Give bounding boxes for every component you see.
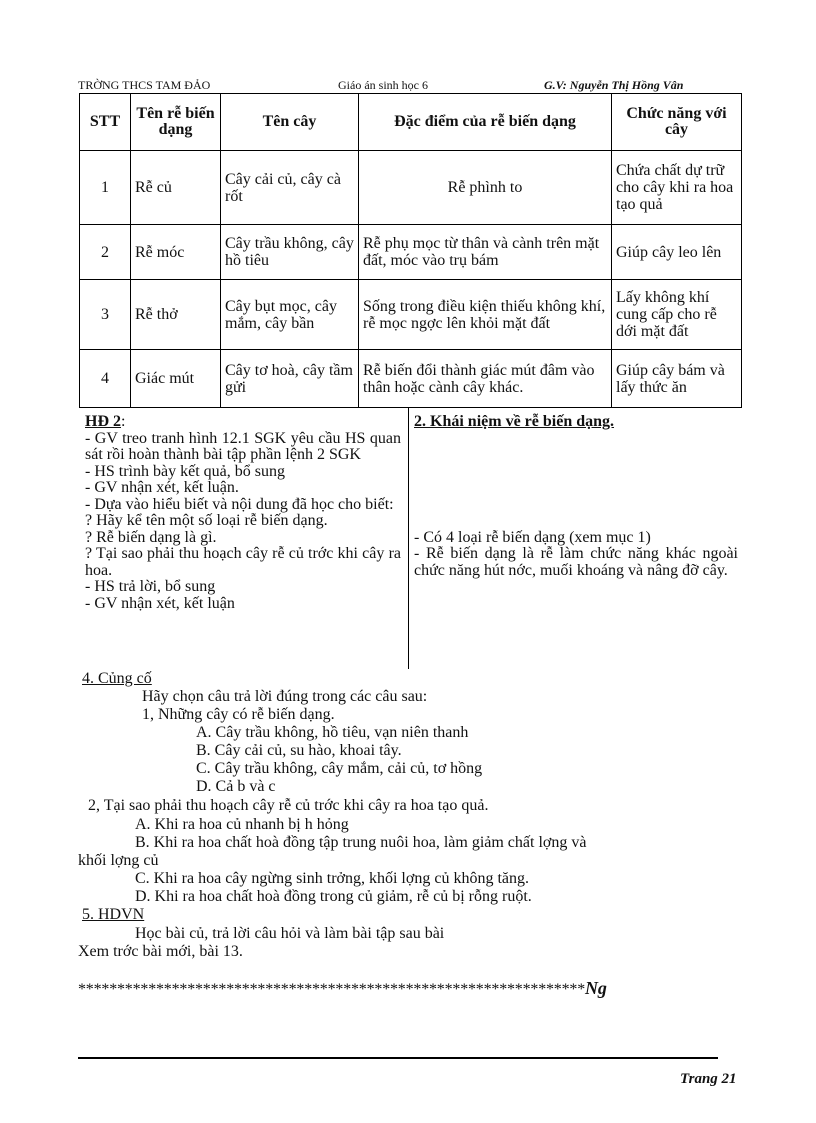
q2-option-c: C. Khi ra hoa cây ngừng sinh trởng, khối lợng củ không tăng. — [135, 870, 529, 887]
header-stt: STT — [80, 94, 131, 151]
question-1: 1, Những cây có rễ biến dạng. — [142, 706, 335, 723]
cell-stt: 2 — [80, 225, 131, 280]
table-row — [80, 350, 742, 408]
cell-root-type: Rễ móc — [131, 225, 221, 280]
activity-right-column — [414, 414, 738, 579]
column-divider — [408, 407, 409, 669]
activity-line: ? Hãy kể tên một số loại rễ biến dạng. — [85, 512, 328, 529]
footer-rule — [78, 1057, 718, 1059]
cell-feature: Rễ biến đổi thành giác mút đâm vào thân hoặc cành cây khác. — [359, 350, 612, 408]
subject-title: Giáo án sinh học 6 — [338, 78, 428, 92]
header-function: Chức năng với cây — [612, 94, 742, 151]
cell-function: Lấy không khí cung cấp cho rễ dới mặt đất — [612, 280, 742, 350]
page-header — [78, 78, 738, 92]
header-plant-name: Tên cây — [221, 94, 359, 151]
question-2: 2, Tại sao phải thu hoạch cây rễ củ trớc khi cây ra hoa tạo quả. — [88, 797, 489, 814]
cell-root-type: Rễ thở — [131, 280, 221, 350]
homework-title: 5. HDVN — [82, 906, 145, 923]
teacher-name: G.V: Nguyễn Thị Hồng Vân — [544, 78, 684, 92]
cell-stt: 3 — [80, 280, 131, 350]
activity-line: ? Tại sao phải thu hoạch cây rễ củ trớc khi cây ra hoa. — [85, 545, 401, 579]
cell-plant: Cây tơ hoà, cây tầm gửi — [221, 350, 359, 408]
concept-line: - Rễ biến dạng là rễ làm chức năng khác ngoài chức năng hút nớc, muối khoáng và nâng đỡ cây. — [414, 545, 738, 579]
activity-line: - GV nhận xét, kết luận — [85, 594, 235, 612]
star-separator: *****************************************************************Ng — [78, 978, 607, 998]
cell-function: Chứa chất dự trữ cho cây khi ra hoa tạo quả — [612, 151, 742, 225]
q2-option-a: A. Khi ra hoa củ nhanh bị h hỏng — [135, 816, 349, 833]
activity-line: - HS trả lời, bổ sung — [85, 578, 216, 595]
cell-feature: Rễ phụ mọc từ thân và cành trên mặt đất, móc vào trụ bám — [359, 225, 612, 280]
concept-title: 2. Khái niệm về rễ biến dạng. — [414, 413, 615, 430]
activity-line: ? Rễ biến dạng là gì. — [85, 528, 217, 546]
cell-root-type: Giác mút — [131, 350, 221, 408]
table-row — [80, 280, 742, 350]
concept-line: - Có 4 loại rễ biến dạng (xem mục 1) — [414, 528, 651, 546]
cell-plant: Cây cải củ, cây cà rốt — [221, 151, 359, 225]
table-header-row — [80, 94, 742, 151]
cell-plant: Cây bụt mọc, cây mắm, cây bần — [221, 280, 359, 350]
consolidation-intro: Hãy chọn câu trả lời đúng trong các câu sau: — [142, 688, 428, 705]
activity-line: - GV nhận xét, kết luận. — [85, 479, 239, 496]
cell-feature: Rễ phình to — [359, 151, 612, 225]
q1-option-d: D. Cả b và c — [196, 778, 276, 795]
table-row — [80, 151, 742, 225]
cell-function: Giúp cây leo lên — [612, 225, 742, 280]
cell-plant: Cây trầu không, cây hồ tiêu — [221, 225, 359, 280]
q1-option-a: A. Cây trầu không, hồ tiêu, vạn niên thanh — [196, 724, 469, 741]
cell-stt: 4 — [80, 350, 131, 408]
cell-stt: 1 — [80, 151, 131, 225]
cell-root-type: Rễ củ — [131, 151, 221, 225]
activity-line: - HS trình bày kết quả, bổ sung — [85, 462, 285, 480]
header-root-type: Tên rễ biến dạng — [131, 94, 221, 151]
cell-feature: Sống trong điều kiện thiếu không khí, rễ mọc ngợc lên khỏi mặt đất — [359, 280, 612, 350]
table-row — [80, 225, 742, 280]
homework-line: Xem trớc bài mới, bài 13. — [78, 943, 243, 960]
cell-function: Giúp cây bám và lấy thức ăn — [612, 350, 742, 408]
root-types-table — [79, 93, 742, 408]
q2-option-d: D. Khi ra hoa chất hoà đồng trong củ giảm, rễ củ bị rỗng ruột. — [135, 888, 532, 905]
q2-option-b: B. Khi ra hoa chất hoà đồng tập trung nuôi hoa, làm giảm chất lợng và — [135, 834, 587, 851]
q2-option-b-cont: khối lợng củ — [78, 852, 159, 869]
activity-line: - Dựa vào hiểu biết và nội dung đã học cho biết: — [85, 495, 394, 513]
page-number: Trang 21 — [680, 1071, 737, 1087]
q1-option-b: B. Cây cải củ, su hào, khoai tây. — [196, 742, 402, 759]
q1-option-c: C. Cây trầu không, cây mắm, cải củ, tơ hồng — [196, 760, 483, 777]
activity-title: HĐ 2: — [85, 413, 126, 430]
activity-section — [79, 407, 741, 669]
activity-line: - GV treo tranh hình 12.1 SGK yêu cầu HS quan sát rồi hoàn thành bài tập phần lệnh 2 SGK — [85, 429, 401, 463]
header-features: Đặc điểm của rễ biến dạng — [359, 94, 612, 151]
school-name: TRỜNG THCS TAM ĐẢO — [78, 78, 211, 92]
consolidation-title: 4. Củng cố — [82, 670, 152, 687]
activity-left-column — [85, 414, 401, 612]
homework-line: Học bài củ, trả lời câu hỏi và làm bài tập sau bài — [135, 925, 445, 942]
